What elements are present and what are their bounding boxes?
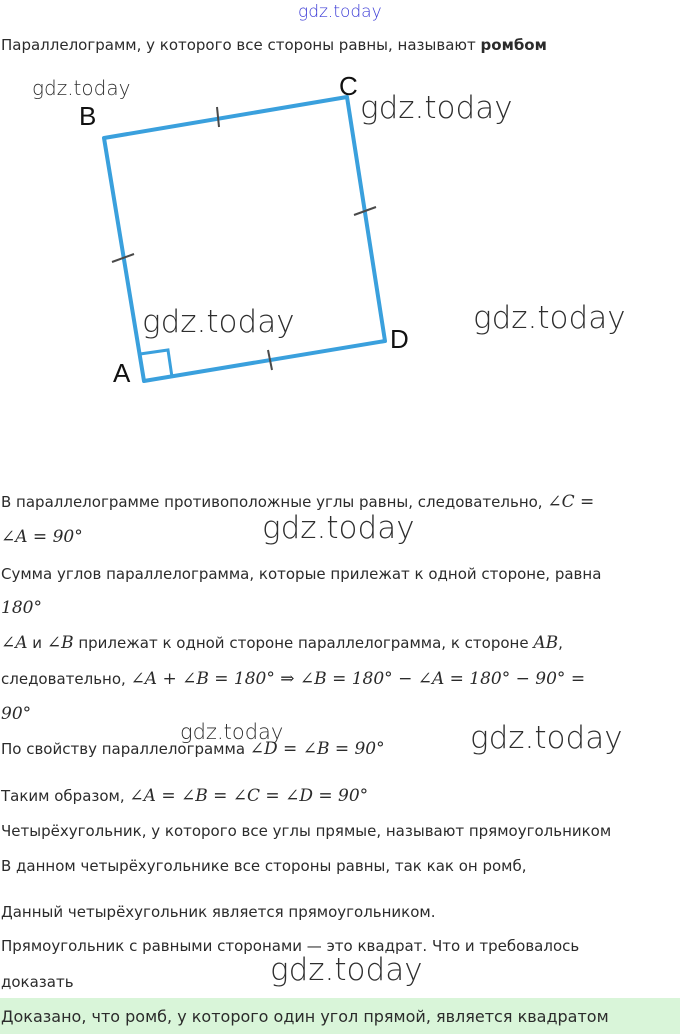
math-expression: ∠D = ∠B = 90° [249, 739, 385, 759]
watermark-top: gdz.today [298, 2, 382, 22]
watermark: gdz.today [270, 952, 423, 988]
square-outline [104, 97, 385, 381]
proof-text: Сумма углов параллелограмма, которые прилежат к одной стороне, равна [1, 565, 602, 583]
proof-text: Четырёхугольник, у которого все углы прямые, называют прямоугольником [1, 822, 612, 840]
proof-text: и [27, 634, 47, 652]
vertex-label-d: D [390, 324, 409, 354]
proof-text: По свойству параллелограмма [1, 740, 250, 758]
vertex-label-c: C [339, 71, 358, 101]
proof-text: , [558, 634, 563, 652]
proof-line [1, 856, 527, 876]
watermark: gdz.today [473, 300, 626, 336]
math-expression: 180° [1, 598, 42, 618]
proof-text: Прямоугольник с равными сторонами — это квадрат. Что и требовалось [1, 937, 580, 955]
proof-line [1, 821, 611, 841]
proof-line [1, 527, 83, 547]
conclusion-box [0, 998, 680, 1034]
proof-line [1, 669, 585, 689]
right-angle-mark [140, 350, 172, 377]
watermark: gdz.today [360, 90, 513, 126]
proof-text: В данном четырёхугольнике все стороны равны, так как он ромб, [1, 857, 527, 875]
proof-line [1, 972, 74, 992]
proof-line [1, 564, 601, 584]
vertex-label-b: B [79, 101, 97, 131]
proof-line [1, 633, 563, 653]
math-expression: ∠A = ∠B = ∠C = ∠D = 90° [129, 786, 369, 806]
intro-bold-term: ромбом [480, 36, 547, 54]
rhombus-figure [0, 0, 680, 420]
math-expression: ∠C = [547, 492, 595, 512]
math-expression: ∠A + ∠B = 180° ⇒ ∠B = 180° − ∠A = 180° − 90° = [130, 669, 586, 689]
proof-line [1, 786, 368, 806]
proof-text: В параллелограмме противоположные углы равны, следовательно, [1, 493, 548, 511]
math-expression: ∠A = 90° [1, 527, 83, 547]
proof-line [1, 598, 42, 618]
proof-text: Таким образом, [1, 787, 130, 805]
math-expression: ∠A [1, 633, 28, 653]
proof-line [1, 902, 436, 922]
watermark: gdz.today [32, 76, 131, 100]
proof-text: прилежат к одной стороне параллелограмма, к стороне [73, 634, 534, 652]
watermark: gdz.today [470, 720, 623, 756]
math-expression: ∠B [46, 633, 74, 653]
intro-plain: Параллелограмм, у которого все стороны равны, называют [1, 36, 481, 54]
watermark: gdz.today [142, 304, 295, 340]
watermark: gdz.today [262, 510, 415, 546]
proof-line [1, 704, 31, 724]
proof-line [1, 936, 579, 956]
proof-text: следовательно, [1, 670, 131, 688]
proof-text: доказать [1, 973, 74, 991]
vertex-label-a: A [113, 358, 131, 388]
proof-line [1, 739, 385, 759]
proof-text: Данный четырёхугольник является прямоугольником. [1, 903, 436, 921]
proof-line [1, 492, 594, 512]
math-expression: AB [533, 633, 559, 653]
watermark: gdz.today [180, 720, 284, 744]
math-expression: 90° [1, 704, 32, 724]
conclusion-text: Доказано, что ромб, у которого один угол прямой, является квадратом [1, 1007, 609, 1026]
tick-mark-bc [217, 107, 219, 127]
